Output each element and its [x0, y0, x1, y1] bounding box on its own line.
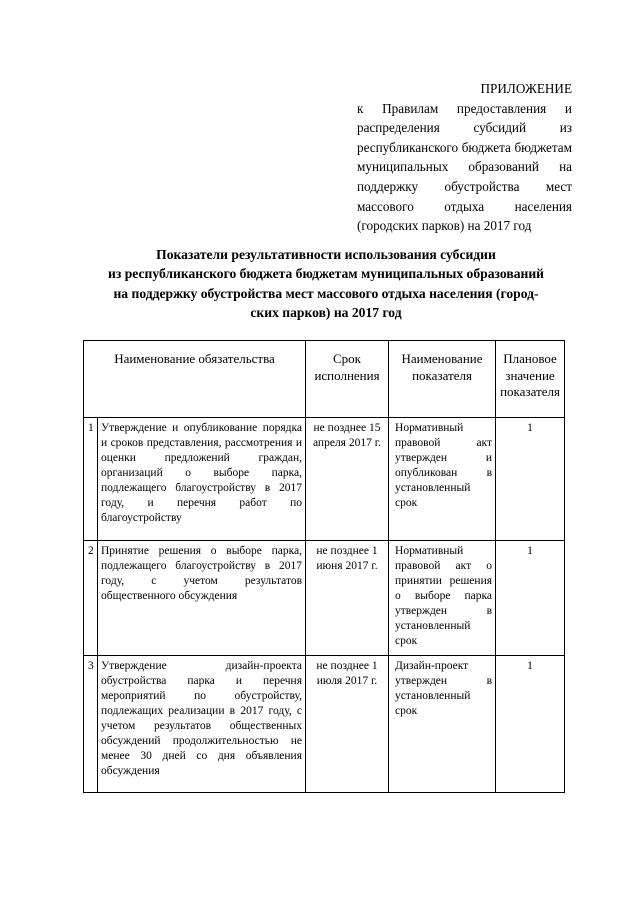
row-number: 3: [84, 656, 98, 793]
row-indicator: Дизайн-проект утвержден в установленный срок: [389, 656, 496, 793]
table-header-row: [84, 341, 565, 418]
table-row: [84, 541, 565, 656]
row-indicator: Нормативный правовой акт о принятии решения о выборе парка утвержден в установленный срок: [389, 541, 496, 656]
row-deadline: не позднее 1 июля 2017 г.: [306, 656, 389, 793]
row-planned-value: 1: [496, 418, 565, 541]
header-obligation: Наименование обязательства: [84, 341, 306, 418]
document-heading: [76, 245, 576, 323]
header-planned-value: Плановое значение показателя: [496, 341, 565, 418]
header-indicator: Наименование показателя: [389, 341, 496, 418]
table-row: [84, 418, 565, 541]
row-planned-value: 1: [496, 541, 565, 656]
row-planned-value: 1: [496, 656, 565, 793]
row-task: Утверждение и опубликование порядка и сроков представления, рассмотрения и оценки предложений граждан, организаций о выборе парка, подлежащего благоустройству в 2017 году, и перечня работ по благоустройству: [98, 418, 306, 541]
heading-line: ских парков) на 2017 год: [250, 305, 402, 321]
row-number: 2: [84, 541, 98, 656]
heading-line: из республиканского бюджета бюджетам муниципальных образований: [108, 266, 544, 282]
heading-line: на поддержку обустройства мест массового отдыха населения (город-: [113, 285, 539, 301]
row-task: Принятие решения о выборе парка, подлежащего благоустройству в 2017 году, с учетом результатов общественного обсуждения: [98, 541, 306, 656]
row-deadline: не позднее 15 апреля 2017 г.: [306, 418, 389, 541]
heading-line: Показатели результативности использования субсидии: [156, 247, 496, 262]
row-deadline: не позднее 1 июня 2017 г.: [306, 541, 389, 656]
annex-block: [357, 79, 572, 236]
annex-body: к Правилам предоставления и распределения субсидий из республиканского бюджета бюджетам муниципальных образований на поддержку обустройства мест массового отдыха населения (городских парков) на 2017 год: [357, 100, 572, 234]
annex-title: ПРИЛОЖЕНИЕ: [480, 81, 572, 96]
indicators-table: [83, 340, 565, 793]
table-row: [84, 656, 565, 793]
row-number: 1: [84, 418, 98, 541]
row-task: Утверждение дизайн-проекта обустройства парка и перечня мероприятий по обустройству, подлежащих реализации в 2017 году, с учетом результатов общественных обсуждений продолжительностью не менее 30 дней со дня объявления обсуждения: [98, 656, 306, 793]
header-deadline: Срок исполнения: [306, 341, 389, 418]
row-indicator: Нормативный правовой акт утвержден и опубликован в установленный срок: [389, 418, 496, 541]
